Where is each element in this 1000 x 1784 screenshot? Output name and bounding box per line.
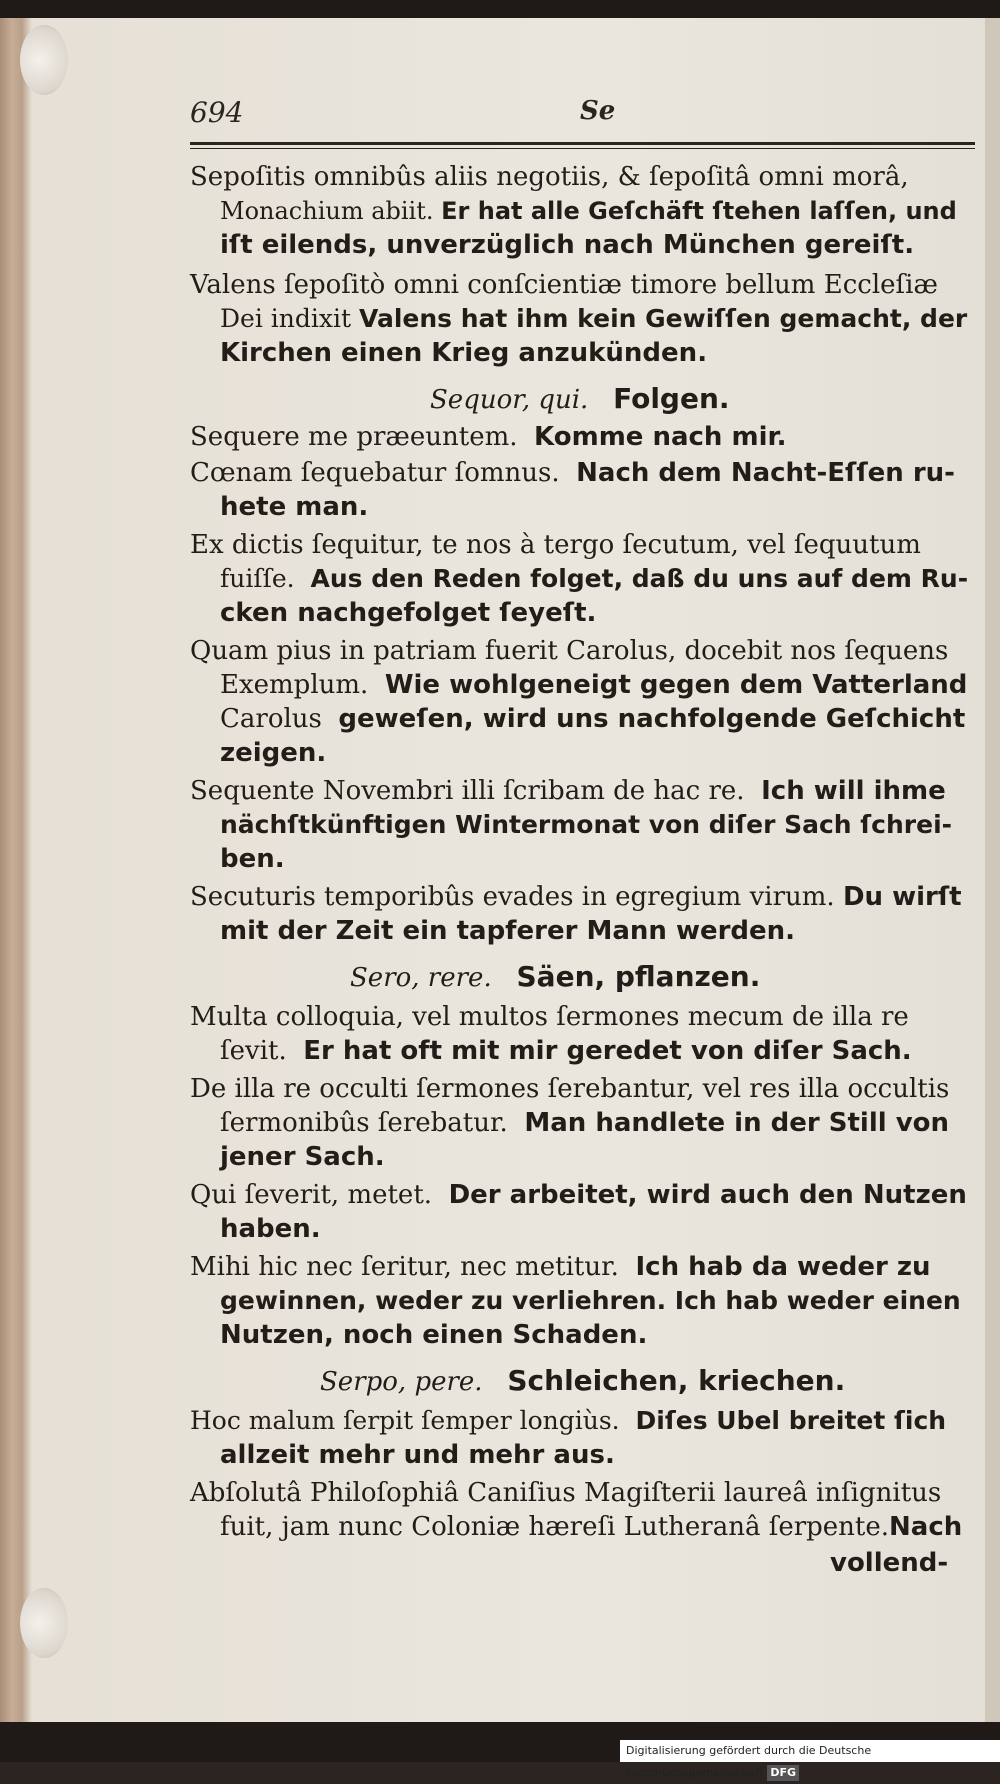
text-line: Nutzen, noch einen Schaden. <box>220 1320 648 1350</box>
text-line: Sequere me præeuntem. Komme nach mir. <box>190 422 787 452</box>
text-line: jener Sach. <box>220 1142 385 1172</box>
page-header <box>190 96 980 140</box>
header-rule-thin <box>190 148 975 149</box>
text-line: ben. <box>220 844 285 874</box>
text-line: fuit, jam nunc Coloniæ hæreſi Lutheranâ ſerpente.Nach <box>220 1512 963 1542</box>
text-line: mit der Zeit ein tapferer Mann werden. <box>220 916 796 946</box>
text-line: Quam pius in patriam fuerit Carolus, docebit nos ſequens <box>190 636 949 666</box>
text-line: Monachium abiit. Er hat alle Geſchäft ſtehen laſſen, und <box>220 197 957 225</box>
text-line: fuiſſe. Aus den Reden folget, daß du uns auf dem Ru- <box>220 564 969 593</box>
text-line: nächſtkünftigen Wintermonat von diſer Sach ſchrei- <box>220 810 953 839</box>
text-line: haben. <box>220 1214 321 1244</box>
text-line: Abſolutâ Philoſophiâ Caniſius Magiſterii laureâ inſignitus <box>190 1478 942 1508</box>
text-line: Dei indixit Valens hat ihm kein Gewiſſen gemacht, der <box>220 304 968 333</box>
entry-heading: Sero, rere. Säen, pflanzen. <box>350 960 761 993</box>
digitization-credit: Digitalisierung gefördert durch die Deutsche Forschungsgemeinschaft DFG <box>620 1740 1000 1762</box>
text-line: ſermonibûs ſerebatur. Man handlete in der Still von <box>220 1108 950 1138</box>
entry-heading: Sequor, qui. Folgen. <box>430 382 730 415</box>
text-line: Sepoſitis omnibûs aliis negotiis, & ſepoſitâ omni morâ, <box>190 162 909 192</box>
text-line: hete man. <box>220 492 369 522</box>
text-line: cken nachgefolget ſeyeſt. <box>220 598 597 628</box>
facing-page-edge <box>985 18 1000 1722</box>
binding-ring-bottom <box>20 1588 68 1658</box>
entry-heading: Serpo, pere. Schleichen, kriechen. <box>320 1364 846 1397</box>
text-line: zeigen. <box>220 738 327 768</box>
text-line: Mihi hic nec ſeritur, nec metitur. Ich hab da weder zu <box>190 1252 931 1282</box>
text-line: De illa re occulti ſermones ſerebantur, vel res illa occultis <box>190 1074 950 1104</box>
dfg-logo: DFG <box>767 1765 799 1781</box>
catchword: vollend- <box>830 1548 949 1578</box>
page-number: 694 <box>190 96 244 129</box>
binding-ring-top <box>20 25 68 95</box>
text-line: Qui ſeverit, metet. Der arbeitet, wird auch den Nutzen <box>190 1180 967 1210</box>
text-line: Carolus geweſen, wird uns nachfolgende Geſchicht <box>220 704 966 734</box>
text-line: Ex dictis ſequitur, te nos à tergo ſecutum, vel ſequutum <box>190 530 921 560</box>
text-line: Secuturis temporibûs evades in egregium virum. Du wirſt <box>190 882 962 912</box>
text-line: Sequente Novembri illi ſcribam de hac re. Ich will ihme <box>190 776 946 806</box>
text-line: allzeit mehr und mehr aus. <box>220 1440 615 1470</box>
text-line: ſevit. Er hat oft mit mir geredet von diſer Sach. <box>220 1036 912 1066</box>
text-line: gewinnen, weder zu verliehren. Ich hab weder einen <box>220 1286 961 1315</box>
text-line: Hoc malum ſerpit ſemper longiùs. Diſes Ubel breitet ſich <box>190 1406 947 1435</box>
running-head: Se <box>580 96 616 126</box>
text-line: iſt eilends, unverzüglich nach München gereiſt. <box>220 230 915 260</box>
scan-top-edge <box>0 0 1000 18</box>
text-line: Valens ſepoſitò omni conſcientiæ timore bellum Eccleſiæ <box>190 270 938 300</box>
text-line: Multa colloquia, vel multos ſermones mecum de illa re <box>190 1002 909 1032</box>
text-line: Cœnam ſequebatur ſomnus. Nach dem Nacht-Eſſen ru- <box>190 458 955 488</box>
text-line: Exemplum. Wie wohlgeneigt gegen dem Vatterland <box>220 670 968 700</box>
text-line: Kirchen einen Krieg anzukünden. <box>220 338 708 368</box>
header-rule <box>190 142 975 145</box>
